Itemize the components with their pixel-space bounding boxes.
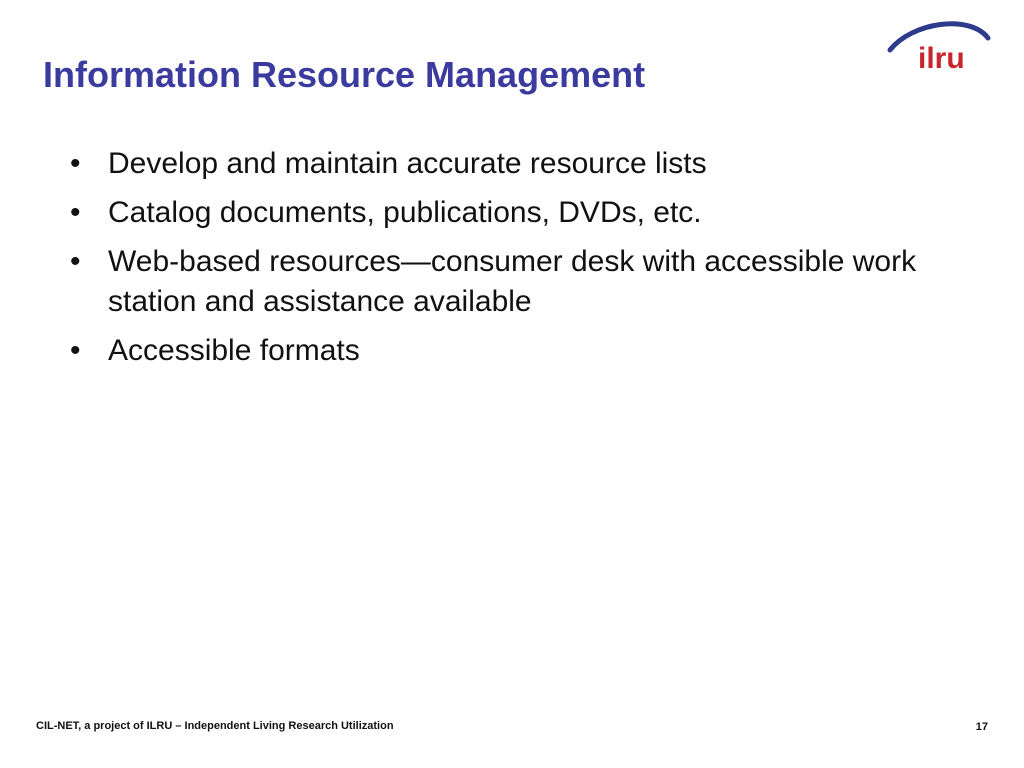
bullet-marker: •: [70, 147, 81, 180]
bullet-marker: •: [70, 245, 81, 278]
bullet-list: [70, 144, 970, 380]
bullet-marker: •: [70, 334, 81, 367]
bullet-text: Web-based resources—consumer desk with accessible work station and assistance available: [108, 245, 917, 318]
logo-text: ilru: [918, 42, 965, 74]
page-number: 17: [975, 721, 988, 733]
bullet-item: [70, 193, 970, 233]
bullet-item: [70, 331, 970, 371]
ilru-logo: [884, 16, 992, 74]
slide-title: Information Resource Management: [43, 54, 646, 95]
bullet-marker: •: [70, 196, 81, 229]
bullet-item: [70, 242, 970, 322]
bullet-item: [70, 144, 970, 184]
footer-text: CIL-NET, a project of ILRU – Independent Living Research Utilization: [36, 720, 394, 732]
bullet-text: Develop and maintain accurate resource lists: [108, 147, 707, 180]
bullet-text: Accessible formats: [108, 334, 360, 367]
bullet-text: Catalog documents, publications, DVDs, etc.: [108, 196, 702, 229]
